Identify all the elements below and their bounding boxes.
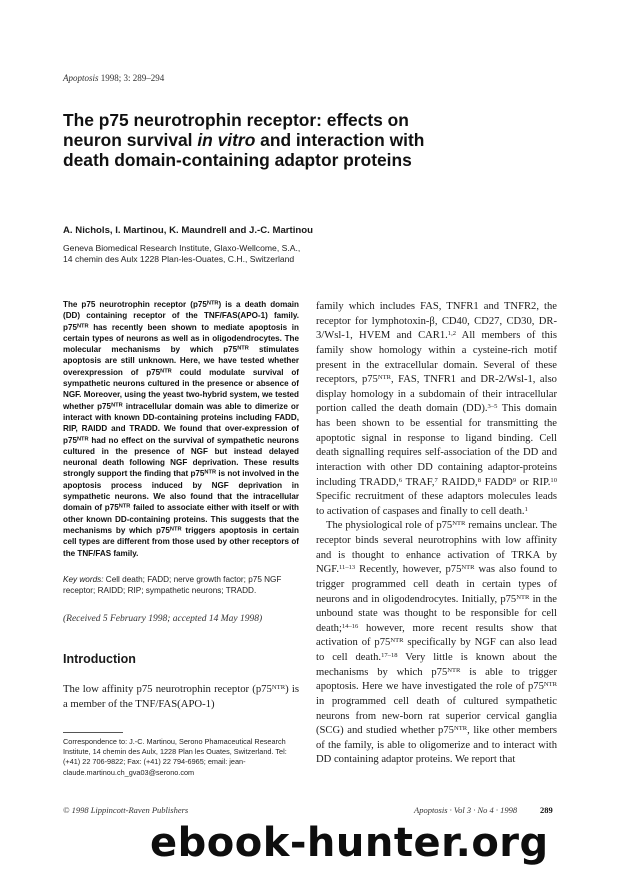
journal-name: Apoptosis (63, 73, 99, 83)
footnote-divider (63, 732, 123, 733)
journal-citation: 1998; 3: 289–294 (100, 73, 165, 83)
abstract: The p75 neurotrophin receptor $(p75^{NTR})$ is a death domain (DD) containing receptor of the TNF/FAS(APO-1) family. $p75^{NTR}$ has recently been shown to mediate apoptosis in certain types of neurons as well as in oligodendrocytes. The molecular mechanisms by which $p75^{NTR}$ stimulates apoptosis are still unknown. Here, we have tested whether overexpression of $p75^{NTR}$ could modulate survival of sympathetic neurons cultured in the presence or absence of NGF. Moreover, using the yeast two-hybrid system, we tested whether $p75^{NTR}$ intracellular domain was able to dimerize or interact with known DD-containing proteins including FADD, RIP, RAIDD and TRADD. We found that over-expression of $p75^{NTR}$ had no effect on the survival of sympathetic neurons cultured in the presence of NGF but instead delayed neuronal death following NGF deprivation. These results strongly support the finding that $p75^{NTR}$ is not involved in the apoptosis process induced by NGF deprivation in sympathetic neurons. We also found that the intracellular domain of $p75^{NTR}$ failed to associate either with itself or with other known DD-containing proteins. This suggests that the mechanisms by which $p75^{NTR}$ triggers apoptosis in certain cell types are different from those used by other receptors of the TNF/FAS family. (63, 300, 300, 558)
authors: A. Nichols, I. Martinou, K. Maundrell and J.-C. Martinou (63, 225, 313, 236)
page-number: 289 (540, 805, 553, 815)
article-title: The p75 neurotrophin receptor: effects on neuron survival in vitro and interaction with death domain-containing adaptor proteins (63, 110, 425, 170)
journal-footer: Apoptosis · Vol 3 · No 4 · 1998 (414, 805, 518, 815)
affiliation: Geneva Biomedical Research Institute, Glaxo-Wellcome, S.A., 14 chemin des Aulx 1228 Plan-les-Ouates, C.H., Switzerland (63, 243, 301, 264)
introduction-paragraph-2: The physiological role of $p75^{NTR}$ remains unclear. The receptor binds several neurotrophins with low affinity and is thought to enhance activation of TRKA by NGF.$^{11-13}$ Recently, however, $p75^{NTR}$ was also found to trigger programmed cell death in certain types of neurons and in oligodendrocytes. Initially, $p75^{NTR}$ in the unbound state was thought to be responsible for cell death;$^{14-16}$ however, more recent results show that activation of $p75^{NTR}$ specifically by NGF can also lead to cell death.$^{17-18}$ Very little is known about the mechanisms by which $p75^{NTR}$ is able to trigger apoptosis. Here we have investigated the role of $p75^{NTR}$ in programmed cell death of cultured sympathetic neurons from new-born rat superior cervical ganglia (SCG) and studied whether $p75^{NTR}$, like other members of the family, is able to oligomerize and to interact with DD containing adaptor proteins. We report that (316, 520, 557, 766)
watermark-text: ebook-hunter.org (150, 820, 549, 866)
introduction-heading: Introduction (63, 652, 136, 666)
keywords-text: Cell death; FADD; nerve growth factor; p75 NGF receptor; RAIDD; RIP; sympathetic neurons; TRADD. (63, 575, 282, 595)
correspondence-footnote: Correspondence to: J.-C. Martinou, Serono Phamaceutical Research Institute, 14 chemin des Aulx, 1228 Plan les Ouates, Switzerland. Tel: (+41) 22 706-9822; Fax: (+41) 22 794-6965; email: jean-claude.martinou.ch_gva03@serono.com (63, 737, 287, 777)
right-column (316, 300, 557, 768)
journal-reference (63, 73, 164, 83)
keywords-label: Key words: (63, 575, 104, 584)
introduction-left-text: The low affinity p75 neurotrophin receptor $(p75^{NTR})$ is a member of the TNF/FAS(APO-1) (63, 683, 299, 710)
received-dates: (Received 5 February 1998; accepted 14 May 1998) (63, 614, 263, 624)
keywords (63, 574, 299, 596)
copyright: © 1998 Lippincott-Raven Publishers (63, 805, 189, 815)
introduction-paragraph-1: family which includes FAS, TNFR1 and TNFR2, the receptor for lymphotoxin-β, CD40, CD27, CD30, DR-3/Wsl-1, HVEM and CAR1.$^{1,2}$ All members of this family show homology within a cysteine-rich motif present in the extracellular domain. Several of these receptors, $p75^{NTR}$, FAS, TNFR1 and DR-2/Wsl-1, also display homology in a subdomain of their intracellular portion called the death domain (DD).$^{3-5}$ This domain has been shown to be essential for transmitting the apoptotic signal in response to ligand binding. Cell death signalling requires self-association of the DD and interaction with other DD containing adaptor-proteins including TRADD,$^6$ TRAF,$^7$ RAIDD,$^8$ FADD$^9$ or RIP.$^{10}$ Specific recruitment of these adaptors molecules leads to activation of caspases and finally to cell death.$^1$ (316, 301, 557, 517)
